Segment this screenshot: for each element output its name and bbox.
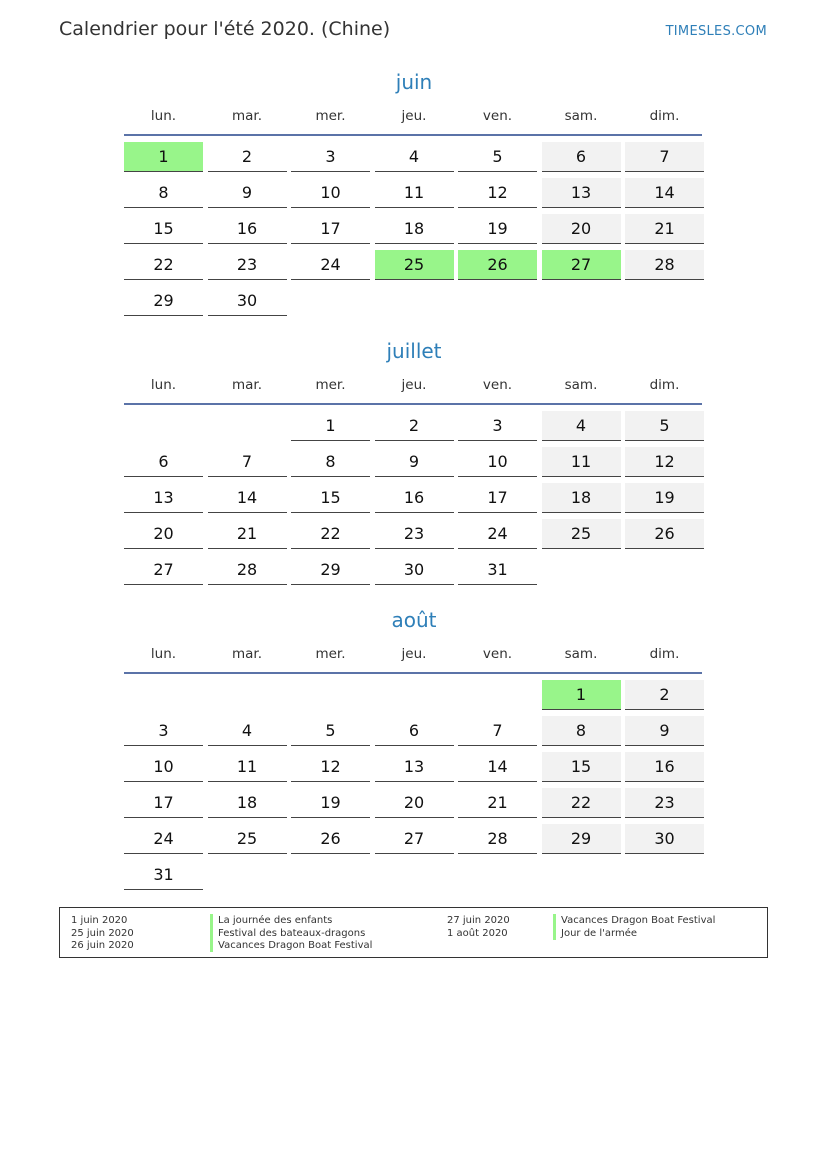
month-july [124,337,704,585]
weekday-label: jeu. [401,108,427,124]
day-cell: 3 [458,411,537,441]
day-cell: 16 [375,483,454,513]
day-cell: 30 [208,286,287,316]
day-cell: 31 [124,860,203,890]
weekday-header [124,373,704,397]
day-cell: 22 [124,250,203,280]
day-cell: 11 [208,752,287,782]
day-cell: 2 [375,411,454,441]
day-cell: 15 [291,483,370,513]
weekday-label: sam. [564,108,598,124]
weekday-label: mar. [231,377,263,393]
day-cell: 21 [625,214,704,244]
day-cell: 2 [625,680,704,710]
empty-cell [208,411,287,441]
day-cell: 24 [124,824,203,854]
day-cell: 4 [375,142,454,172]
day-cell: 11 [375,178,454,208]
day-cell: 5 [625,411,704,441]
day-cell: 21 [208,519,287,549]
day-cell: 26 [625,519,704,549]
weekday-label: jeu. [401,646,427,662]
day-cell: 14 [458,752,537,782]
day-cell: 18 [375,214,454,244]
legend-holiday-name: La journée des enfants [210,914,332,927]
weekday-label: lun. [150,108,177,124]
day-cell: 11 [542,447,621,477]
day-cell: 3 [124,716,203,746]
holiday-day-cell: 26 [458,250,537,280]
day-cell: 22 [542,788,621,818]
day-cell: 6 [542,142,621,172]
weekday-label: sam. [564,377,598,393]
day-cell: 31 [458,555,537,585]
day-cell: 9 [375,447,454,477]
month-june [124,68,704,316]
day-cell: 14 [208,483,287,513]
empty-cell [291,680,370,710]
day-cell: 5 [458,142,537,172]
legend-date: 1 août 2020 [447,927,508,939]
legend-holiday-name: Vacances Dragon Boat Festival [553,914,715,927]
day-cell: 21 [458,788,537,818]
day-cell: 7 [458,716,537,746]
day-cell: 19 [625,483,704,513]
day-cell: 7 [625,142,704,172]
day-cell: 17 [458,483,537,513]
day-cell: 28 [458,824,537,854]
day-cell: 13 [542,178,621,208]
day-cell: 19 [458,214,537,244]
legend-holiday-name: Festival des bateaux-dragons [210,927,365,940]
day-cell: 23 [375,519,454,549]
weekday-label: dim. [649,108,680,124]
weekday-label: mer. [315,377,346,393]
day-cell: 3 [291,142,370,172]
day-cell: 14 [625,178,704,208]
day-cell: 29 [542,824,621,854]
weekday-label: mer. [315,108,346,124]
day-cell: 18 [208,788,287,818]
day-cell: 22 [291,519,370,549]
day-cell: 16 [625,752,704,782]
day-cell: 9 [625,716,704,746]
day-cell: 18 [542,483,621,513]
day-cell: 10 [124,752,203,782]
holiday-legend [59,907,768,958]
header-divider [124,403,702,405]
day-cell: 20 [124,519,203,549]
holiday-day-cell: 1 [542,680,621,710]
empty-cell [208,680,287,710]
day-cell: 8 [124,178,203,208]
month-title: juillet [386,339,442,363]
day-cell: 10 [291,178,370,208]
weekday-label: jeu. [401,377,427,393]
weekday-label: ven. [482,377,513,393]
day-cell: 29 [291,555,370,585]
days-grid [124,411,704,585]
legend-date: 27 juin 2020 [447,915,510,926]
empty-cell [124,680,203,710]
day-cell: 6 [124,447,203,477]
day-cell: 5 [291,716,370,746]
weekday-header [124,642,704,666]
empty-cell [124,411,203,441]
brand-link[interactable]: TIMESLES.COM [665,24,767,39]
page-title: Calendrier pour l'été 2020. (Chine) [59,18,391,40]
day-cell: 16 [208,214,287,244]
day-cell: 23 [208,250,287,280]
day-cell: 23 [625,788,704,818]
day-cell: 29 [124,286,203,316]
weekday-label: mar. [231,646,263,662]
weekday-label: dim. [649,377,680,393]
holiday-day-cell: 25 [375,250,454,280]
day-cell: 4 [208,716,287,746]
day-cell: 17 [124,788,203,818]
day-cell: 13 [124,483,203,513]
day-cell: 9 [208,178,287,208]
day-cell: 4 [542,411,621,441]
day-cell: 12 [625,447,704,477]
holiday-day-cell: 1 [124,142,203,172]
weekday-label: ven. [482,108,513,124]
day-cell: 25 [542,519,621,549]
month-title: août [391,608,437,632]
day-cell: 26 [291,824,370,854]
day-cell: 30 [625,824,704,854]
weekday-label: mer. [315,646,346,662]
holiday-day-cell: 27 [542,250,621,280]
month-august [124,606,704,890]
day-cell: 27 [124,555,203,585]
day-cell: 2 [208,142,287,172]
day-cell: 17 [291,214,370,244]
day-cell: 24 [291,250,370,280]
month-title: juin [395,70,433,94]
day-cell: 12 [458,178,537,208]
legend-date: 26 juin 2020 [71,940,134,951]
legend-date: 25 juin 2020 [71,927,134,939]
days-grid [124,142,704,316]
legend-date: 1 juin 2020 [71,915,128,926]
days-grid [124,680,704,890]
day-cell: 28 [208,555,287,585]
day-cell: 13 [375,752,454,782]
header-divider [124,134,702,136]
day-cell: 24 [458,519,537,549]
day-cell: 8 [291,447,370,477]
day-cell: 20 [375,788,454,818]
weekday-label: ven. [482,646,513,662]
day-cell: 25 [208,824,287,854]
day-cell: 12 [291,752,370,782]
day-cell: 15 [124,214,203,244]
day-cell: 7 [208,447,287,477]
empty-cell [375,680,454,710]
day-cell: 28 [625,250,704,280]
day-cell: 8 [542,716,621,746]
day-cell: 1 [291,411,370,441]
day-cell: 19 [291,788,370,818]
day-cell: 10 [458,447,537,477]
day-cell: 30 [375,555,454,585]
empty-cell [458,680,537,710]
weekday-label: mar. [231,108,263,124]
weekday-label: lun. [150,377,177,393]
day-cell: 20 [542,214,621,244]
weekday-label: dim. [649,646,680,662]
legend-holiday-name: Jour de l'armée [553,927,637,940]
weekday-label: sam. [564,646,598,662]
day-cell: 6 [375,716,454,746]
legend-holiday-name: Vacances Dragon Boat Festival [210,939,372,952]
weekday-header [124,104,704,128]
weekday-label: lun. [150,646,177,662]
day-cell: 27 [375,824,454,854]
day-cell: 15 [542,752,621,782]
header-divider [124,672,702,674]
